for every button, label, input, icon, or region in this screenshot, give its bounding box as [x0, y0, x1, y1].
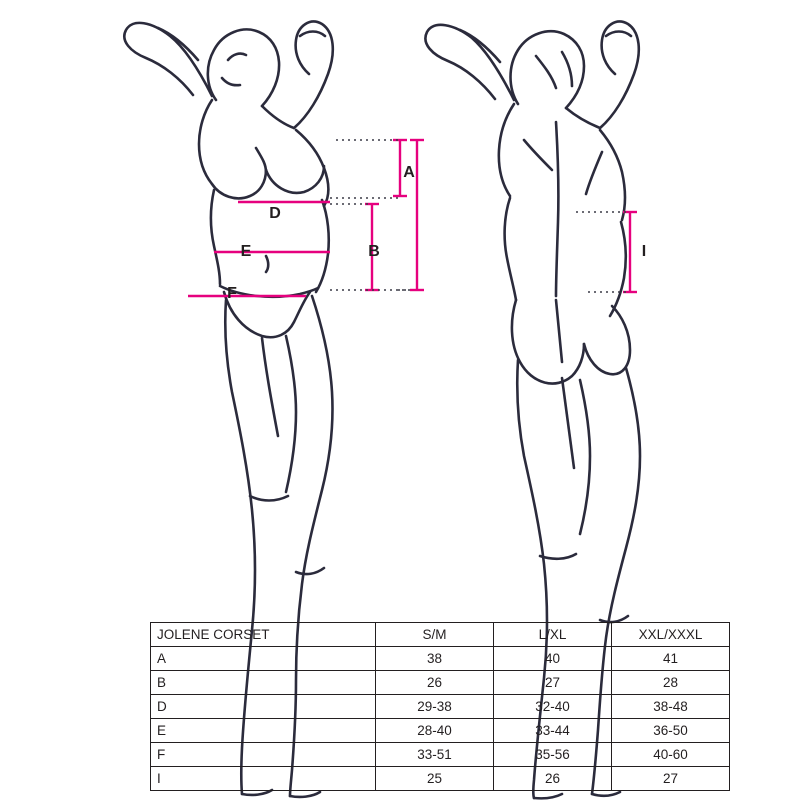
row-value: 40	[494, 647, 612, 671]
table-header-row	[151, 623, 730, 647]
label-i: I	[641, 243, 647, 260]
row-label: D	[151, 695, 376, 719]
label-d: D	[269, 205, 281, 222]
label-a: A	[403, 164, 415, 181]
size-table	[150, 622, 730, 791]
table-row	[151, 719, 730, 743]
table-header-size-lxl: L/XL	[494, 623, 612, 647]
row-value: 29-38	[376, 695, 494, 719]
row-value: 26	[376, 671, 494, 695]
table-row	[151, 767, 730, 791]
size-table-container	[150, 622, 703, 791]
row-value: 27	[612, 767, 730, 791]
row-value: 28	[612, 671, 730, 695]
row-label: B	[151, 671, 376, 695]
label-b: B	[368, 243, 380, 260]
label-e: E	[240, 243, 252, 260]
row-value: 35-56	[494, 743, 612, 767]
row-value: 27	[494, 671, 612, 695]
row-value: 26	[494, 767, 612, 791]
table-row	[151, 695, 730, 719]
row-label: I	[151, 767, 376, 791]
row-value: 38	[376, 647, 494, 671]
row-label: A	[151, 647, 376, 671]
row-value: 36-50	[612, 719, 730, 743]
row-value: 41	[612, 647, 730, 671]
row-value: 38-48	[612, 695, 730, 719]
row-value: 33-51	[376, 743, 494, 767]
label-f: F	[227, 285, 237, 302]
guide-brackets	[410, 140, 424, 290]
row-value: 25	[376, 767, 494, 791]
table-header-size-sm: S/M	[376, 623, 494, 647]
row-value: 40-60	[612, 743, 730, 767]
guide-lines	[330, 140, 630, 292]
table-row	[151, 647, 730, 671]
table-header-product: JOLENE CORSET	[151, 623, 376, 647]
row-label: E	[151, 719, 376, 743]
row-value: 32-40	[494, 695, 612, 719]
row-value: 28-40	[376, 719, 494, 743]
table-header-size-xxl: XXL/XXXL	[612, 623, 730, 647]
row-value: 33-44	[494, 719, 612, 743]
row-label: F	[151, 743, 376, 767]
table-row	[151, 671, 730, 695]
table-row	[151, 743, 730, 767]
